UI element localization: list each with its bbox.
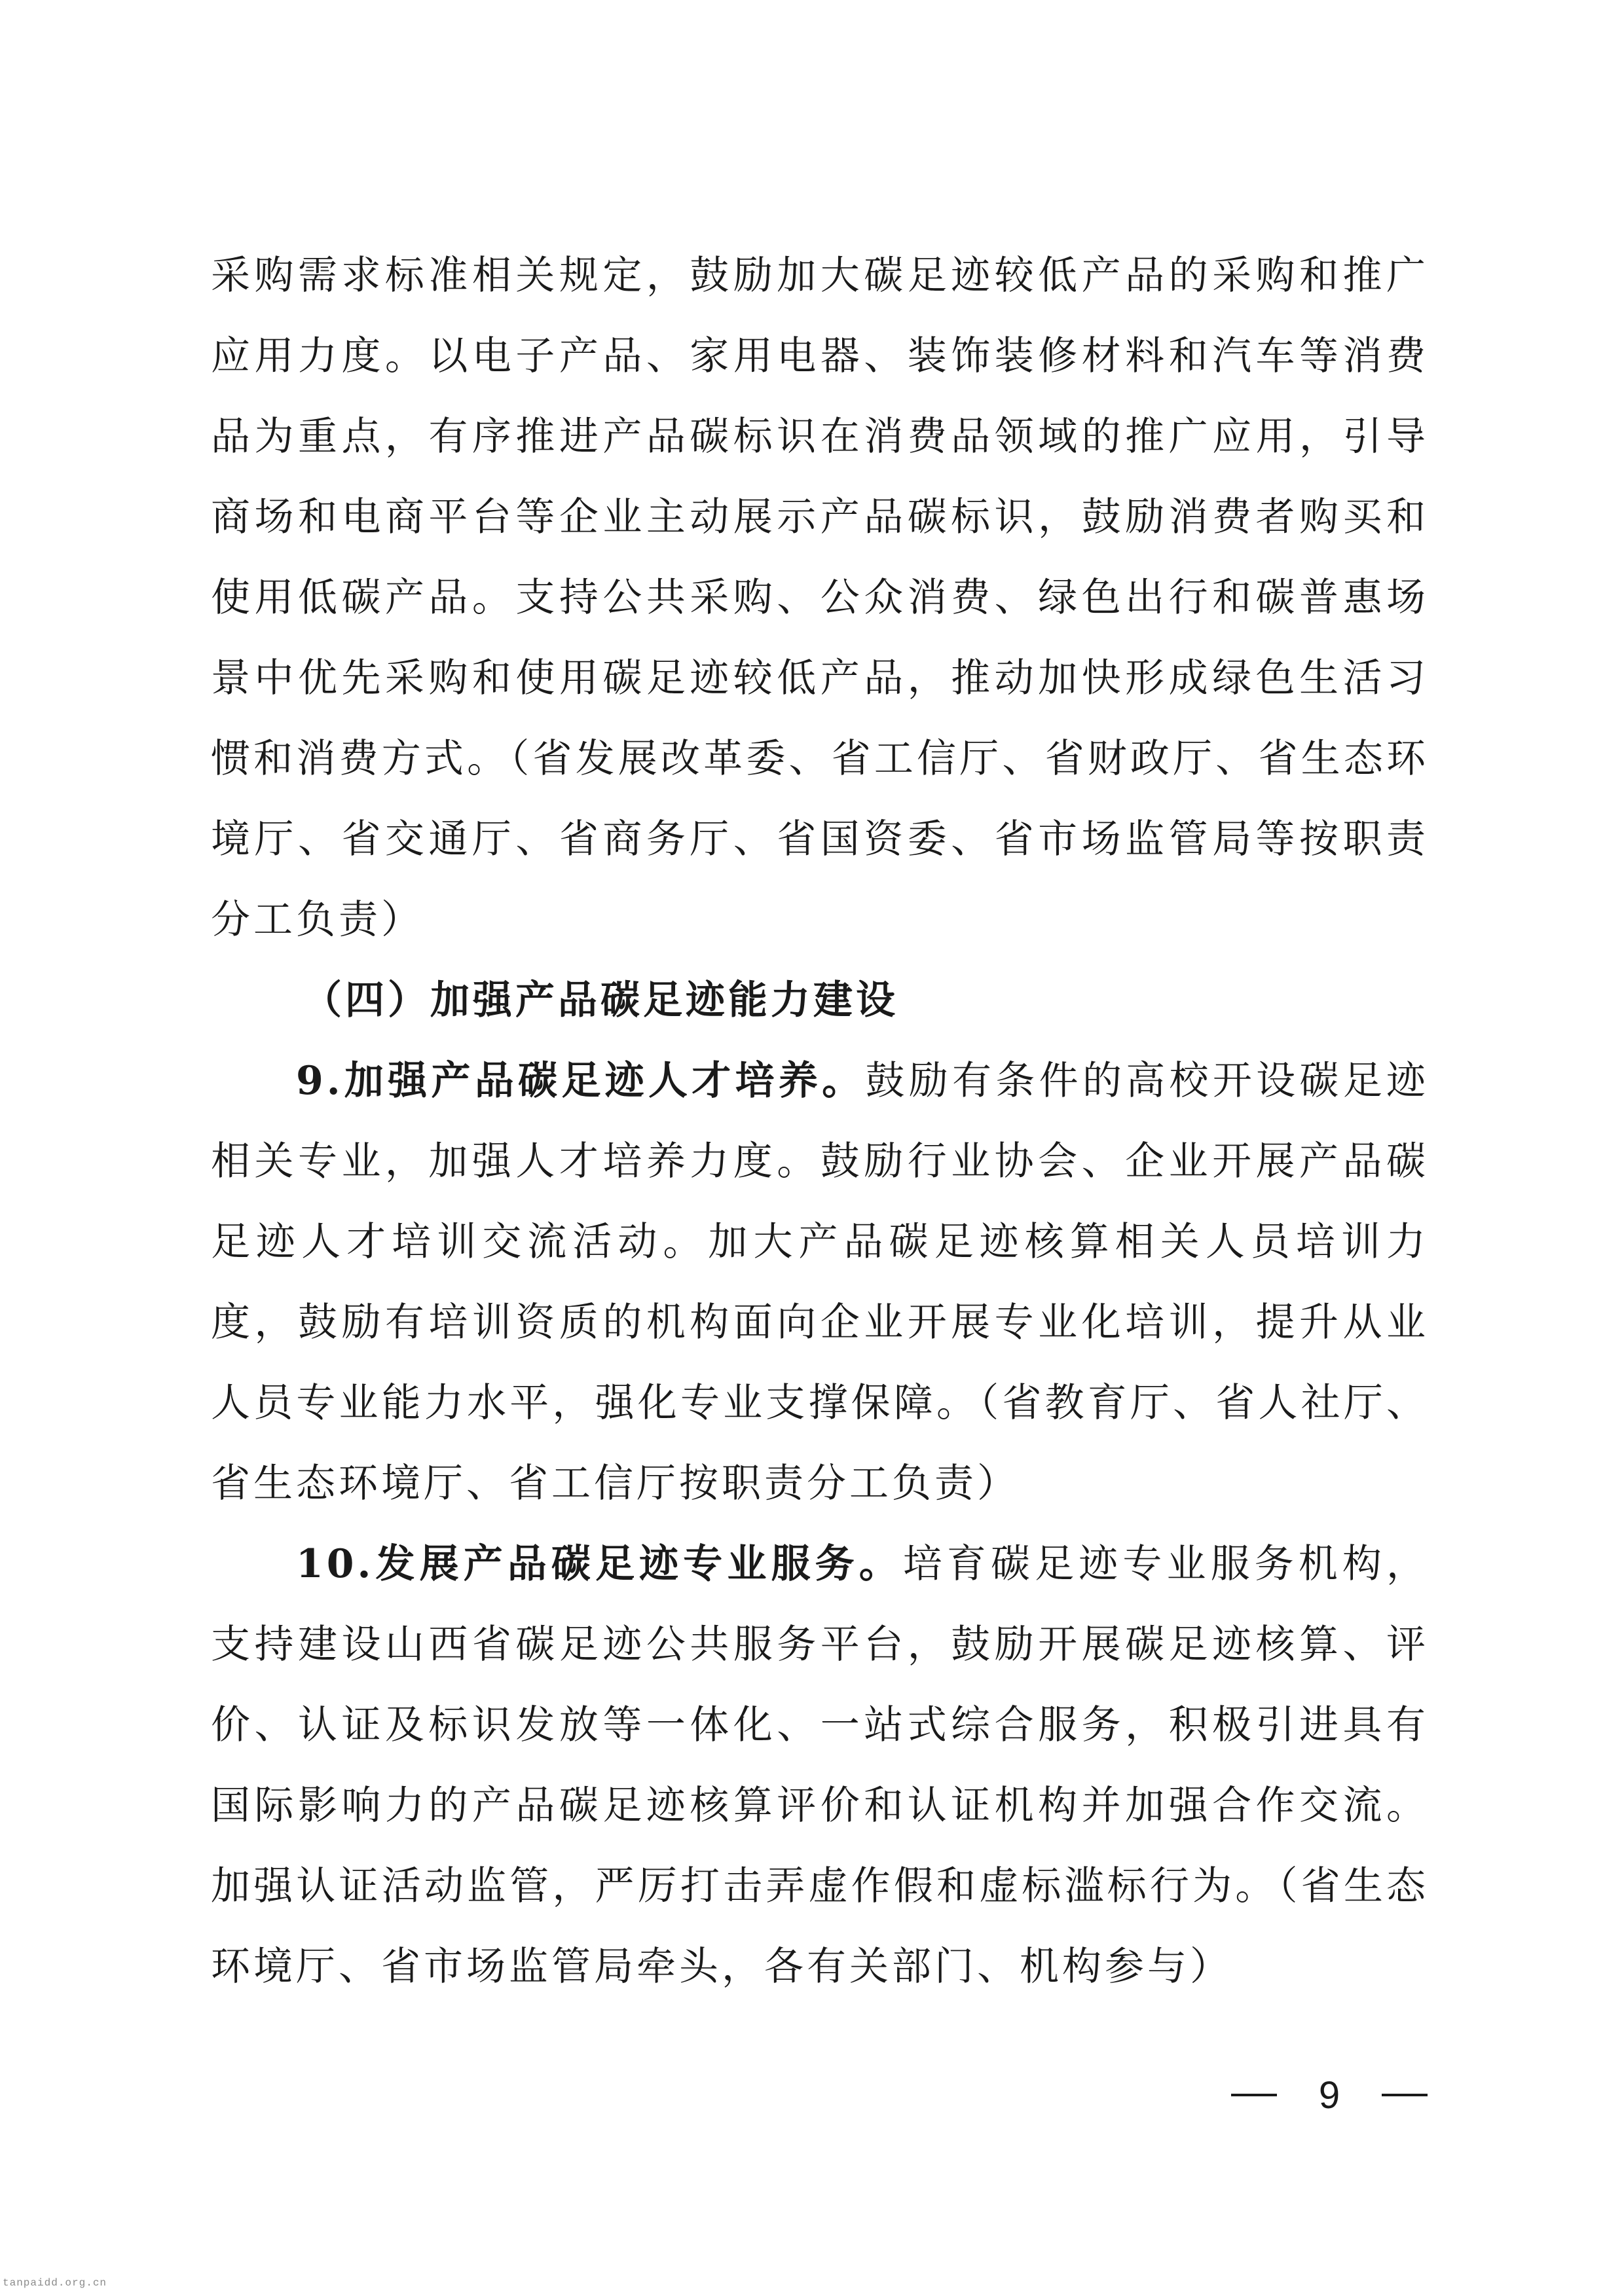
- section-heading: （四）加强产品碳足迹能力建设: [303, 977, 898, 1023]
- document-body: [211, 236, 1429, 2007]
- left-dash: [1231, 2094, 1277, 2096]
- item-10-body: 培育碳足迹专业服务机构，支持建设山西省碳足迹公共服务平台，鼓励开展碳足迹核算、评价、认证及标识发放等一体化、一站式综合服务，积极引进具有国际影响力的产品碳足迹核算评价和认证机构并加强合作交流。加强认证活动监管，严厉打击弄虚作假和虚标滥标行为。（省生态环境厅、省市场监管局牵头，各有关部门、机构参与）: [211, 1541, 1430, 1990]
- item-10-paragraph: [211, 1524, 1429, 2007]
- item-9-body: 鼓励有条件的高校开设碳足迹相关专业，加强人才培养力度。鼓励行业协会、企业开展产品碳足迹人才培训交流活动。加大产品碳足迹核算相关人员培训力度，鼓励有培训资质的机构面向企业开展专业化培训，提升从业人员专业能力水平，强化专业支撑保障。（省教育厅、省人社厅、省生态环境厅、省工信厅按职责分工负责）: [211, 1058, 1430, 1506]
- continued-paragraph: 采购需求标准相关规定，鼓励加大碳足迹较低产品的采购和推广应用力度。以电子产品、家用电器、装饰装修材料和汽车等消费品为重点，有序推进产品碳标识在消费品领域的推广应用，引导商场和电商平台等企业主动展示产品碳标识，鼓励消费者购买和使用低碳产品。支持公共采购、公众消费、绿色出行和碳普惠场景中优先采购和使用碳足迹较低产品，推动加快形成绿色生活习惯和消费方式。（省发展改革委、省工信厅、省财政厅、省生态环境厅、省交通厅、省商务厅、省国资委、省市场监管局等按职责分工负责）: [211, 253, 1429, 943]
- right-dash: [1382, 2094, 1428, 2096]
- item-10-title: 10.发展产品碳足迹专业服务。: [296, 1541, 903, 1587]
- item-9-paragraph: [211, 1041, 1429, 1524]
- page-number: 9: [1318, 2073, 1340, 2117]
- item-9-title: 9.加强产品碳足迹人才培养。: [296, 1058, 866, 1104]
- page-number-footer: [1231, 2066, 1428, 2124]
- watermark-text: tanpaidd.org.cn: [3, 2277, 107, 2289]
